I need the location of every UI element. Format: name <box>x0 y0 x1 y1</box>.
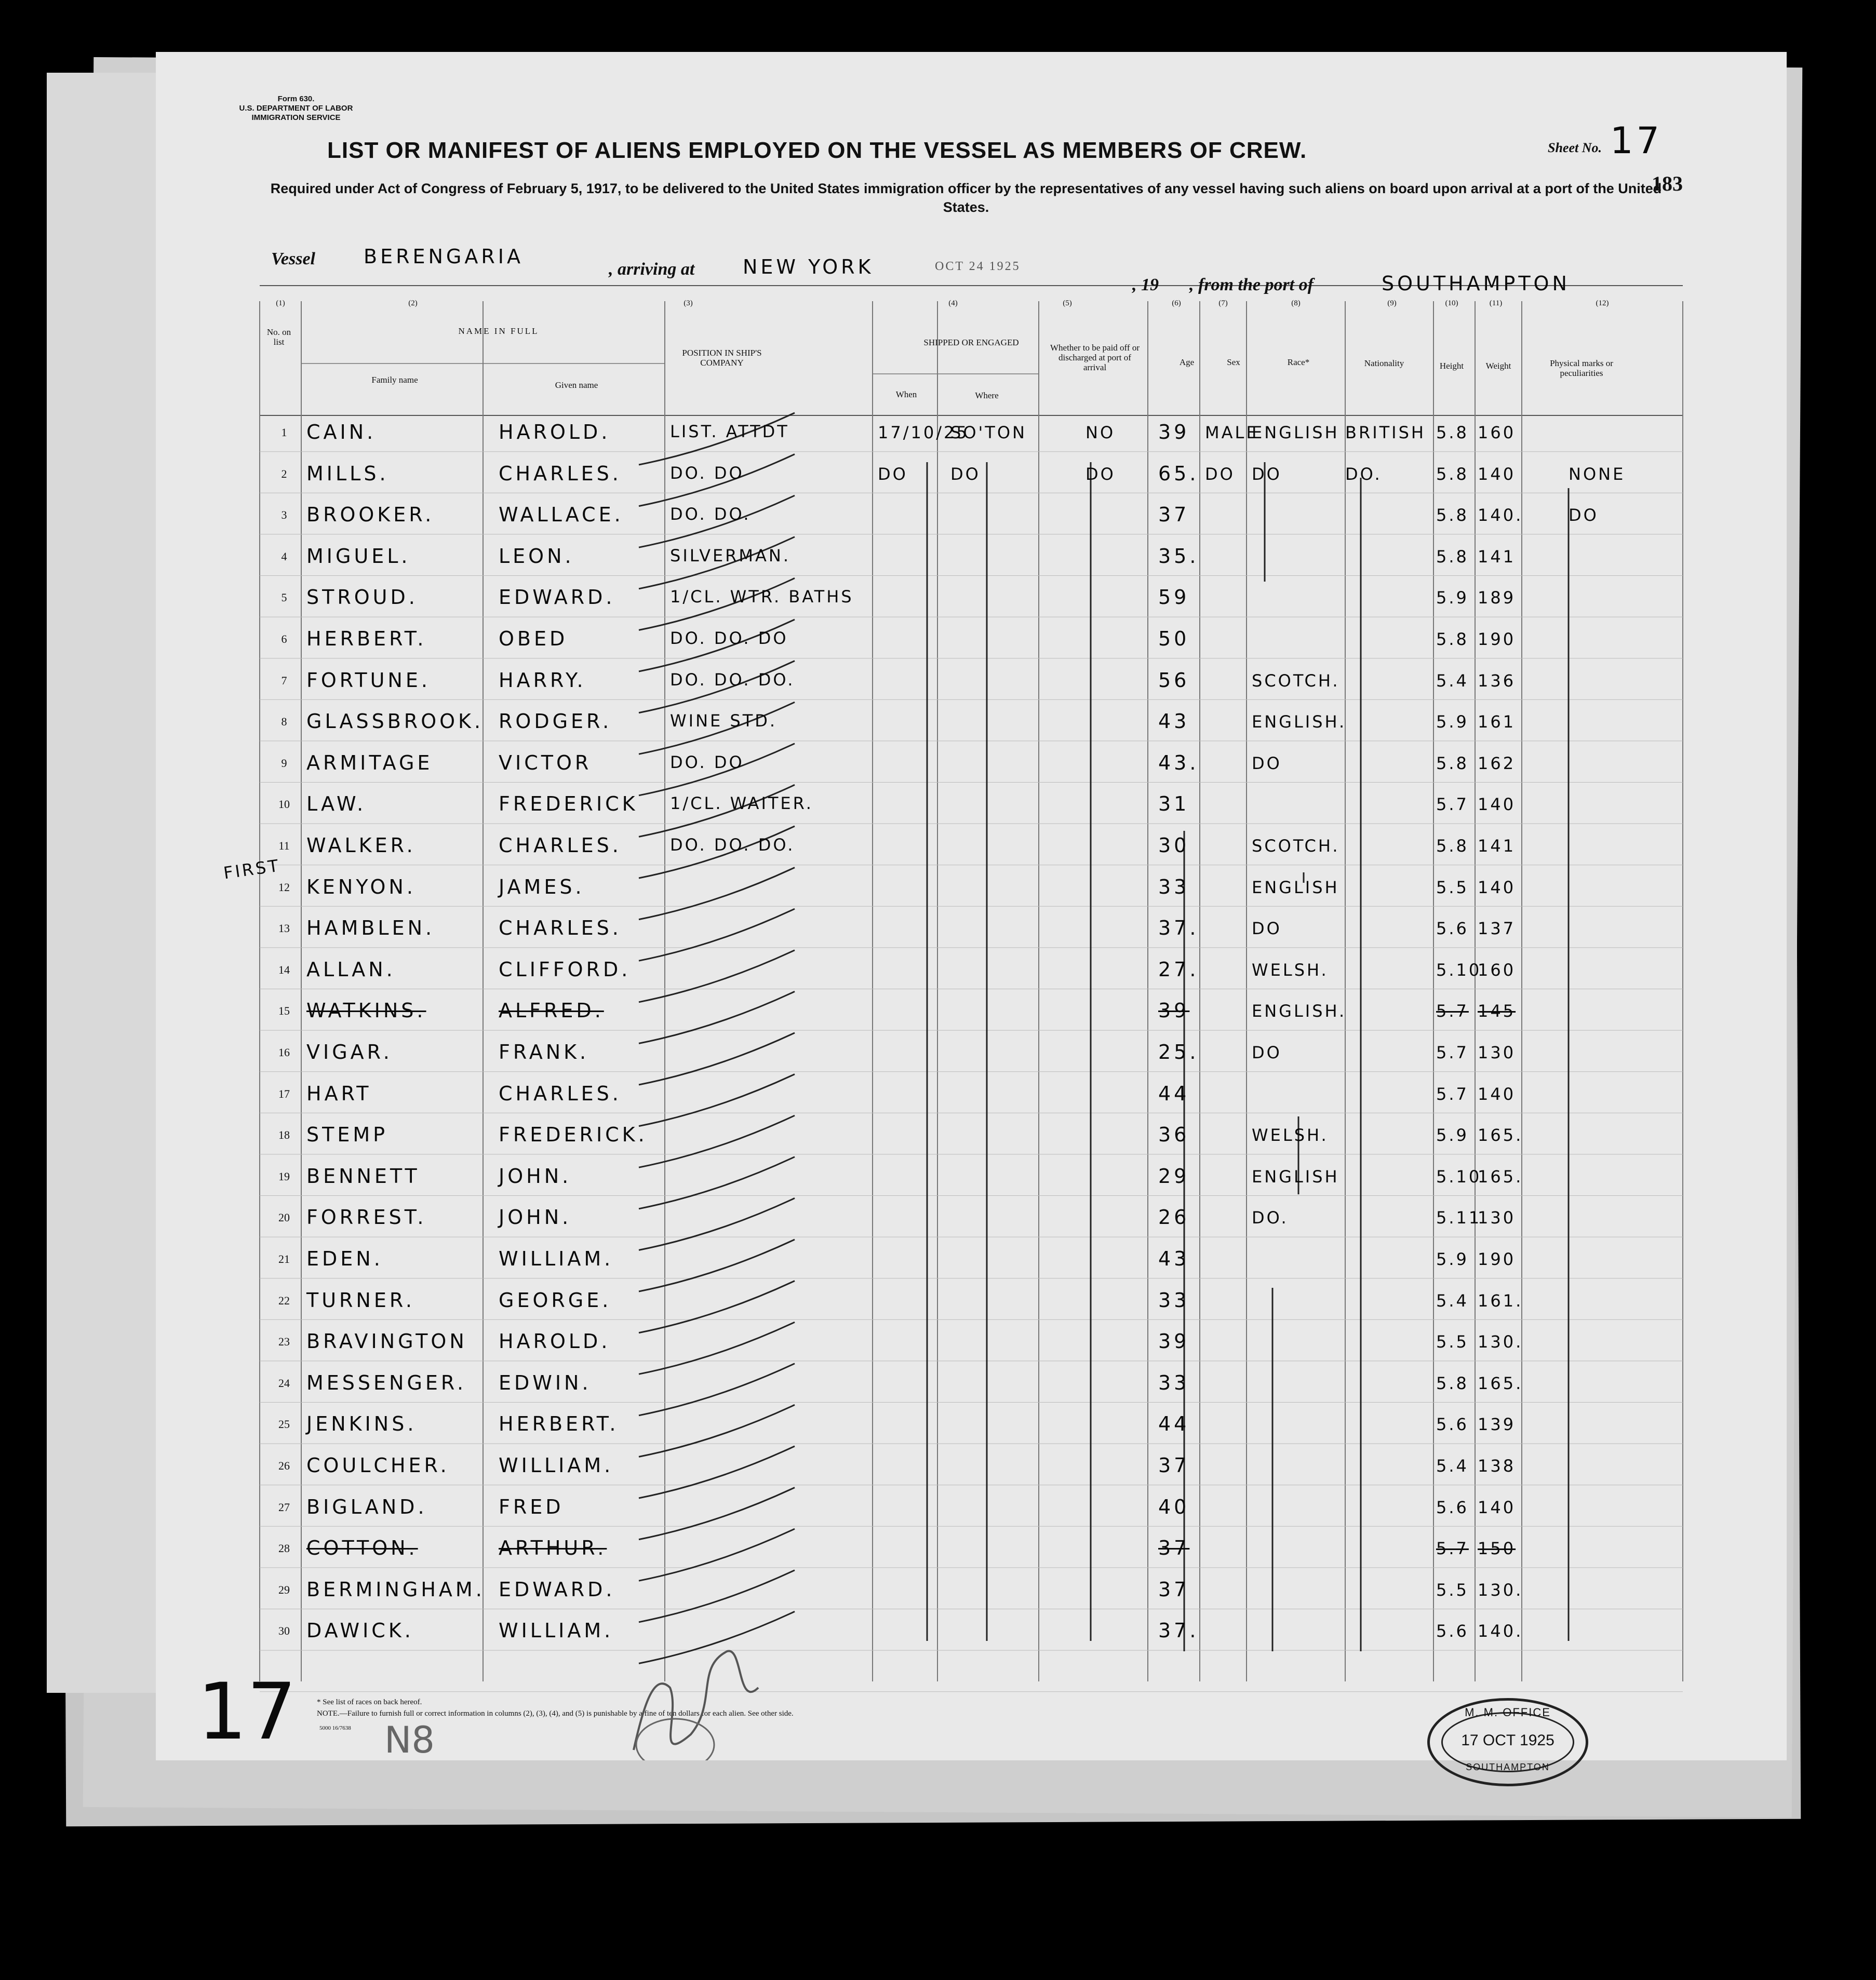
weight: 130 <box>1478 1208 1516 1228</box>
weight: 190 <box>1478 629 1516 649</box>
given-name: CHARLES. <box>499 834 622 857</box>
age: 43. <box>1158 751 1199 774</box>
weight: 130 <box>1478 1043 1516 1062</box>
family-name: VIGAR. <box>306 1041 393 1063</box>
family-name: BIGLAND. <box>306 1495 427 1518</box>
row-number: 20 <box>278 1211 290 1224</box>
given-name: FRANK. <box>499 1041 589 1063</box>
column-number: (6) <box>1172 299 1181 307</box>
family-name: ARMITAGE <box>306 751 433 774</box>
ship-position: 1/CL. WAITER. <box>670 793 813 814</box>
race: ENGLISH <box>1252 423 1339 442</box>
margin-annotation: FIRST <box>222 855 282 883</box>
height: 5.4 <box>1436 670 1469 691</box>
header-when: When <box>895 389 917 399</box>
column-number: (5) <box>1063 299 1072 307</box>
race: ENGLISH. <box>1252 1001 1347 1021</box>
age: 39 <box>1158 421 1190 443</box>
row-number: 11 <box>278 839 290 852</box>
given-name: CLIFFORD. <box>499 958 631 981</box>
family-name: WATKINS. <box>306 999 426 1022</box>
row-number: 25 <box>278 1418 290 1431</box>
height: 5.6 <box>1436 1497 1469 1517</box>
family-name: BERMINGHAM. <box>306 1578 485 1601</box>
weight: 161 <box>1478 712 1516 732</box>
header-shipped: SHIPPED OR ENGAGED <box>923 338 1019 347</box>
given-name: CHARLES. <box>499 917 622 940</box>
age: 40 <box>1158 1495 1190 1518</box>
header-no-on-list: No. on list <box>266 327 291 347</box>
shipped-where: SO'TON <box>950 423 1027 442</box>
age: 37. <box>1158 917 1199 940</box>
ship-position: DO. DO <box>670 752 744 772</box>
height: 5.8 <box>1436 1373 1469 1393</box>
weight: 160 <box>1478 960 1516 980</box>
height: 5.5 <box>1436 877 1469 897</box>
row-number: 19 <box>278 1169 290 1183</box>
height: 5.7 <box>1436 1539 1469 1559</box>
age: 39 <box>1158 1330 1190 1353</box>
age: 31 <box>1158 792 1190 816</box>
bottom-page-number: 17 <box>197 1667 297 1757</box>
family-name: TURNER. <box>306 1288 415 1312</box>
family-name: STROUD. <box>306 586 418 609</box>
given-name: EDWIN. <box>499 1371 592 1394</box>
family-name: CAIN. <box>306 421 377 443</box>
height: 5.9 <box>1436 712 1469 732</box>
age: 30 <box>1158 834 1190 857</box>
header-paid-off: Whether to be paid off or discharged at port of arrival <box>1050 343 1140 372</box>
manifest-title: LIST OR MANIFEST OF ALIENS EMPLOYED ON THE VESSEL AS MEMBERS OF CREW. <box>327 138 1307 163</box>
height: 5.7 <box>1436 1084 1469 1104</box>
given-name: JOHN. <box>499 1164 572 1188</box>
family-name: BROOKER. <box>306 503 435 527</box>
height: 5.8 <box>1436 423 1469 442</box>
weight: 140. <box>1478 505 1523 526</box>
row-number: 15 <box>278 1004 290 1018</box>
ship-position: DO. DO. DO. <box>670 835 795 855</box>
manifest-sheet <box>156 52 1787 1772</box>
row-number: 26 <box>278 1459 290 1472</box>
height: 5.6 <box>1436 1621 1469 1641</box>
row-number: 12 <box>278 880 290 894</box>
age: 37 <box>1158 1578 1190 1601</box>
age: 37. <box>1158 1619 1199 1642</box>
family-name: MILLS. <box>306 462 389 485</box>
row-number: 8 <box>281 715 287 729</box>
departure-port: SOUTHAMPTON <box>1382 272 1570 295</box>
family-name: FORTUNE. <box>306 668 431 692</box>
given-name: JOHN. <box>499 1206 572 1229</box>
family-name: DAWICK. <box>306 1619 414 1642</box>
race: DO. <box>1252 1208 1289 1228</box>
header-sex: Sex <box>1227 357 1240 367</box>
weight: 162 <box>1478 753 1516 773</box>
height: 5.10 <box>1436 960 1482 980</box>
vessel-label: Vessel <box>271 249 315 268</box>
age: 27. <box>1158 958 1199 981</box>
height: 5.5 <box>1436 1332 1469 1352</box>
family-name: ALLAN. <box>306 958 396 981</box>
given-name: WILLIAM. <box>499 1619 614 1642</box>
given-name: CHARLES. <box>499 462 622 485</box>
header-nationality: Nationality <box>1364 358 1404 368</box>
age: 59 <box>1158 586 1190 609</box>
family-name: MESSENGER. <box>306 1371 467 1394</box>
height: 5.6 <box>1436 1415 1469 1435</box>
age: 37 <box>1158 503 1190 527</box>
weight: 140 <box>1478 794 1516 815</box>
sheet-number: 17 <box>1610 119 1663 162</box>
row-number: 5 <box>281 591 287 604</box>
ship-position: DO. DO. DO <box>670 628 788 648</box>
header-physical-marks: Physical marks or peculiarities <box>1550 358 1613 378</box>
given-name: HERBERT. <box>499 1412 619 1436</box>
ship-position: SILVERMAN. <box>670 545 791 565</box>
given-name: FREDERICK <box>499 792 638 816</box>
age: 50 <box>1158 627 1190 650</box>
family-name: STEMP <box>306 1123 388 1147</box>
given-name: CHARLES. <box>499 1082 622 1105</box>
weight: 137 <box>1478 919 1516 939</box>
column-number: (1) <box>276 299 285 307</box>
height: 5.4 <box>1436 1456 1469 1476</box>
weight: 138 <box>1478 1456 1516 1476</box>
height: 5.4 <box>1436 1290 1469 1311</box>
service-name: IMMIGRATION SERVICE <box>251 113 341 122</box>
column-number: (2) <box>408 299 418 307</box>
height: 5.8 <box>1436 546 1469 567</box>
given-name: LEON. <box>499 544 574 568</box>
weight: 150 <box>1478 1539 1516 1559</box>
row-number: 10 <box>278 798 290 811</box>
ship-position: LIST. ATTDT <box>670 422 789 441</box>
height: 5.8 <box>1436 836 1469 856</box>
weight: 190 <box>1478 1249 1516 1269</box>
weight: 141 <box>1478 546 1516 567</box>
shipped-when: DO <box>878 464 908 484</box>
weight: 140 <box>1478 877 1516 897</box>
height: 5.9 <box>1436 588 1469 608</box>
weight: 165. <box>1478 1166 1523 1187</box>
weight: 141 <box>1478 836 1516 856</box>
family-name: FORREST. <box>306 1206 427 1229</box>
paid-off: NO <box>1086 423 1116 442</box>
page-code: 183 <box>1652 172 1683 195</box>
height: 5.6 <box>1436 919 1469 939</box>
ship-position: DO. DO. DO. <box>670 669 795 690</box>
stamp-date: 17 OCT 1925 <box>1461 1732 1555 1749</box>
weight: 165. <box>1478 1125 1523 1146</box>
form-number: Form 630. <box>277 95 315 103</box>
age: 25. <box>1158 1041 1199 1063</box>
family-name: MIGUEL. <box>306 544 411 568</box>
weight: 136 <box>1478 670 1516 691</box>
sex: MALE <box>1205 423 1259 442</box>
age: 39 <box>1158 999 1190 1022</box>
family-name: WALKER. <box>306 834 416 857</box>
row-number: 27 <box>278 1500 290 1514</box>
weight: 130. <box>1478 1332 1523 1352</box>
height: 5.8 <box>1436 753 1469 773</box>
given-name: ALFRED. <box>499 999 604 1022</box>
bottom-initials: N8 <box>384 1719 435 1761</box>
given-name: WILLIAM. <box>499 1247 614 1270</box>
row-number: 18 <box>278 1128 290 1142</box>
signature-scribble <box>156 52 1787 1760</box>
row-number: 4 <box>281 549 287 563</box>
height: 5.8 <box>1436 505 1469 526</box>
column-number: (10) <box>1445 299 1458 307</box>
ship-position: 1/CL. WTR. BATHS <box>670 587 854 607</box>
weight: 140. <box>1478 1621 1523 1641</box>
weight: 130. <box>1478 1580 1523 1600</box>
family-name: LAW. <box>306 792 367 816</box>
given-name: WILLIAM. <box>499 1454 614 1477</box>
year-label: , 19 <box>1132 275 1159 294</box>
race: WELSH. <box>1252 960 1329 980</box>
given-name: OBED <box>499 627 568 650</box>
family-name: EDEN. <box>306 1247 383 1270</box>
race: SCOTCH. <box>1252 670 1340 691</box>
weight: 189 <box>1478 588 1516 608</box>
row-number: 13 <box>278 922 290 935</box>
nationality: BRITISH <box>1345 423 1426 442</box>
race: ENGLISH <box>1252 1166 1339 1187</box>
age: 26 <box>1158 1206 1190 1229</box>
race: DO <box>1252 753 1282 773</box>
physical-marks: NONE <box>1569 464 1626 484</box>
row-number: 24 <box>278 1376 290 1390</box>
given-name: FREDERICK. <box>499 1123 648 1147</box>
column-number: (7) <box>1218 299 1228 307</box>
column-number: (8) <box>1291 299 1301 307</box>
family-name: COTTON. <box>306 1537 418 1560</box>
height: 5.8 <box>1436 464 1469 484</box>
row-number: 7 <box>281 674 287 687</box>
shipped-where: DO <box>950 464 981 484</box>
age: 44 <box>1158 1082 1190 1105</box>
race: WELSH. <box>1252 1125 1329 1146</box>
ship-position: WINE STD. <box>670 711 778 731</box>
header-family-name: Family name <box>371 375 418 385</box>
age: 33 <box>1158 875 1190 898</box>
races-footnote: * See list of races on back hereof. <box>317 1698 422 1706</box>
given-name: GEORGE. <box>499 1288 612 1312</box>
race: ENGLISH <box>1252 877 1339 897</box>
sex: DO <box>1205 464 1235 484</box>
row-number: 1 <box>281 426 287 439</box>
age: 43 <box>1158 1247 1190 1270</box>
family-name: JENKINS. <box>306 1412 417 1436</box>
given-name: FRED <box>499 1495 564 1518</box>
requirement-text: Required under Act of Congress of February 5, 1917, to be delivered to the United States immigration officer by the representatives of any vessel having such aliens on board upon arrival at a port of the United States. <box>270 181 1662 215</box>
given-name: EDWARD. <box>499 1578 615 1601</box>
column-number: (12) <box>1596 299 1609 307</box>
age: 36 <box>1158 1123 1190 1147</box>
vessel-name: BERENGARIA <box>364 245 524 268</box>
ship-position: DO. DO. <box>670 504 751 524</box>
race: DO <box>1252 919 1282 939</box>
weight: 165. <box>1478 1373 1523 1393</box>
nationality: DO. <box>1345 464 1382 484</box>
column-number: (3) <box>684 299 693 307</box>
row-number: 9 <box>281 756 287 770</box>
family-name: BENNETT <box>306 1164 420 1188</box>
row-number: 6 <box>281 632 287 645</box>
given-name: HAROLD. <box>499 421 611 443</box>
row-number: 17 <box>278 1087 290 1100</box>
given-name: ARTHUR. <box>499 1537 607 1560</box>
age: 37 <box>1158 1537 1190 1560</box>
given-name: JAMES. <box>499 875 585 898</box>
given-name: VICTOR <box>499 751 592 774</box>
column-number: (9) <box>1387 299 1397 307</box>
row-number: 3 <box>281 508 287 522</box>
stamp-office: M. M. OFFICE <box>1465 1706 1551 1719</box>
age: 35. <box>1158 544 1199 568</box>
age: 44 <box>1158 1412 1190 1436</box>
given-name: HAROLD. <box>499 1330 611 1353</box>
print-code: 5000 16/7638 <box>319 1725 351 1731</box>
race: DO <box>1252 464 1282 484</box>
arriving-label: , arriving at <box>609 260 695 279</box>
age: 56 <box>1158 668 1190 692</box>
family-name: HART <box>306 1082 372 1105</box>
height: 5.10 <box>1436 1166 1482 1187</box>
age: 43 <box>1158 710 1190 733</box>
weight: 145 <box>1478 1001 1516 1021</box>
family-name: KENYON. <box>306 875 416 898</box>
received-date-stamp: OCT 24 1925 <box>935 260 1021 273</box>
from-port-label: , from the port of <box>1189 275 1314 294</box>
arriving-port: NEW YORK <box>743 255 874 278</box>
family-name: COULCHER. <box>306 1454 450 1477</box>
height: 5.7 <box>1436 1043 1469 1062</box>
height: 5.7 <box>1436 1001 1469 1021</box>
age: 65. <box>1158 462 1199 485</box>
age: 33 <box>1158 1371 1190 1394</box>
height: 5.8 <box>1436 629 1469 649</box>
height: 5.11 <box>1436 1208 1482 1228</box>
row-number: 30 <box>278 1624 290 1638</box>
column-number: (4) <box>948 299 958 307</box>
given-name: HARRY. <box>499 668 586 692</box>
weight: 140 <box>1478 1084 1516 1104</box>
height: 5.5 <box>1436 1580 1469 1600</box>
header-height: Height <box>1439 361 1464 371</box>
weight: 160 <box>1478 423 1516 442</box>
given-name: WALLACE. <box>499 503 624 527</box>
row-number: 21 <box>278 1252 290 1265</box>
shipped-when: 17/10/25 <box>878 423 969 442</box>
family-name: GLASSBROOK. <box>306 710 484 733</box>
age: 37 <box>1158 1454 1190 1477</box>
row-number: 23 <box>278 1335 290 1349</box>
family-name: BRAVINGTON <box>306 1330 467 1353</box>
weight: 140 <box>1478 1497 1516 1517</box>
column-number: (11) <box>1489 299 1503 307</box>
department-name: U.S. DEPARTMENT OF LABOR <box>239 104 353 113</box>
row-number: 28 <box>278 1542 290 1555</box>
family-name: HAMBLEN. <box>306 917 435 940</box>
header-position: POSITION IN SHIP'S COMPANY <box>682 348 762 368</box>
header-weight: Weight <box>1485 361 1511 371</box>
race: DO <box>1252 1043 1282 1062</box>
row-number: 16 <box>278 1046 290 1059</box>
paid-off: DO <box>1086 464 1116 484</box>
header-where: Where <box>975 390 999 400</box>
ship-position: DO. DO <box>670 463 744 483</box>
weight: 161. <box>1478 1290 1523 1311</box>
height: 5.9 <box>1436 1125 1469 1146</box>
age: 33 <box>1158 1288 1190 1312</box>
race: SCOTCH. <box>1252 836 1340 856</box>
row-number: 22 <box>278 1294 290 1307</box>
sheet-label: Sheet No. <box>1548 140 1602 155</box>
height: 5.7 <box>1436 794 1469 815</box>
stamp-location: SOUTHAMPTON <box>1466 1762 1550 1772</box>
row-number: 14 <box>278 963 290 976</box>
given-name: EDWARD. <box>499 586 615 609</box>
height: 5.9 <box>1436 1249 1469 1269</box>
physical-marks: DO <box>1569 505 1599 526</box>
race: ENGLISH. <box>1252 712 1347 732</box>
header-name-in-full: NAME IN FULL <box>458 326 539 336</box>
row-number: 2 <box>281 467 287 480</box>
weight: 140 <box>1478 464 1516 484</box>
weight: 139 <box>1478 1415 1516 1435</box>
left-sheet-edge <box>47 73 171 1693</box>
header-given-name: Given name <box>555 380 598 390</box>
family-name: HERBERT. <box>306 627 427 650</box>
penalty-note: NOTE.—Failure to furnish full or correct information in columns (2), (3), (4), and (5) is punishable by a fine of ten dollars for each alien. See other side. <box>317 1709 794 1718</box>
header-race: Race* <box>1287 357 1310 367</box>
age: 29 <box>1158 1164 1190 1188</box>
given-name: RODGER. <box>499 710 612 733</box>
header-age: Age <box>1179 357 1195 367</box>
row-number: 29 <box>278 1583 290 1596</box>
